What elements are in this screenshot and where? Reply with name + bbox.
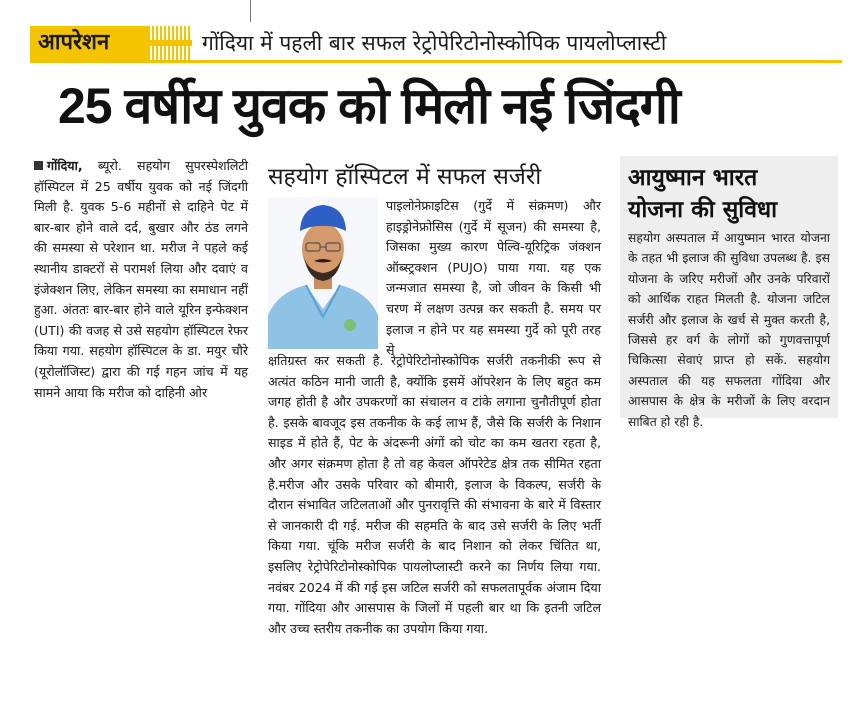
kicker-text: गोंदिया में पहली बार सफल रेट्रोपेरिटोनोस्कोपिक पायलोप्लास्टी (202, 31, 667, 55)
sidebar-heading-line2: योजना की सुविधा (628, 197, 778, 223)
left-column (34, 156, 248, 403)
left-column-body: ब्यूरो. सहयोग सुपरस्पेशलिटी हॉस्पिटल में 25 वर्षीय युवक को नई जिंदगी मिली है. युवक 5-6 महीनों से दाहिने पेट में बार-बार होने वाले दर्द, बुखार और ठंड लगने की समस्या से परेशान था. मरीज ने पहले कई स्थानीय डाक्टरों से परामर्श लिया और दवाएं व इंजेक्शन लिए, लेकिन समस्या का समाधान नहीं हुआ. अंततः बार-बार होने वाले यूरिन इन्फेक्शन (UTI) की वजह से उसे सहयोग हॉस्पिटल रेफर किया गया. सहयोग हॉस्पिटल के डा. मयुर चौरे (यूरोलॉजिस्ट) द्वारा की गई गहन जांच में यह सामने आया कि मरीज को दाहिनी ओर (34, 158, 248, 400)
sidebar-box (620, 156, 838, 429)
kicker-bar (30, 26, 842, 63)
kicker-tag: आपरेशन (30, 26, 148, 60)
kicker-stripes-decoration (148, 26, 192, 60)
sidebar-body: सहयोग अस्पताल में आयुष्मान भारत योजना के तहत भी इलाज की सुविधा उपलब्ध है. इस योजना के जरिए मरीजों और उनके परिवारों को आर्थिक राहत मिलती है. योजना जटिल सर्जरी और इलाज के खर्च से मुक्त करती है, जिससे हर वर्ग के लोगों को गुणवत्तापूर्ण चिकित्सा सेवाएं प्राप्त हो सकें. सहयोग अस्पताल की यह सफलता गोंदिया और आसपास के क्षेत्र के मरीजों के लिए वरदान साबित हो रही है. (628, 231, 830, 429)
middle-column-top: पाइलोनेफ्राइटिस (गुर्दे में संक्रमण) और हाइड्रोनेफ्रोसिस (गुर्दे में सूजन) की समस्या है, जिसका मुख्य कारण पेल्वि-यूरिट्रिक जंक्शन ऑब्स्ट्रक्शन (PUJO) पाया गया. यह एक जन्मजात समस्या है, जो जीवन के किसी भी चरण में लक्षण उत्पन्न कर सकती है. समय पर इलाज न होने पर यह समस्या गुर्दे को पूरी तरह से (386, 198, 601, 358)
bullet-square-icon (34, 161, 43, 170)
column-rule (250, 0, 251, 22)
headline: 25 वर्षीय युवक को मिली नई जिंदगी (58, 78, 680, 134)
middle-column-bottom: क्षतिग्रस्त कर सकती है. रेट्रोपेरिटोनोस्कोपिक सर्जरी तकनीकी रूप से अत्यंत कठिन मानी जाती है, क्योंकि इसमें ऑपरेशन के लिए बहुत कम जगह होती है और उपकरणों का संचालन व टांके लगाना चुनौतीपूर्ण होता है. इसके बावजूद इस तकनीक के कई लाभ हैं, जैसे कि सर्जरी के निशान साइड में होते हैं, पेट के अंदरूनी अंगों को चोट का कम खतरा रहता है, और अगर संक्रमण होता है तो वह केवल ऑपरेटेड क्षेत्र तक सीमित रहता है.मरीज और उसके परिवार को बीमारी, इलाज के विकल्प, सर्जरी के दौरान संभावित जटिलताओं और पुनरावृत्ति की संभावना के बारे में विस्तार से जानकारी दी गई. मरीज की सहमति के बाद उसे सर्जरी के लिए भर्ती किया गया. चूंकि मरीज सर्जरी के बाद निशान को लेकर चिंतित था, इसलिए रेट्रोपेरिटोनोस्कोपिक पायलोप्लास्टी करने का निर्णय लिया गया. नवंबर 2024 में की गई इस जटिल सर्जरी को सफलतापूर्वक अंजाम दिया गया. गोंदिया और आसपास के जिलों में पहली बार था कि इतनी जटिल और उच्च स्तरीय तकनीक का उपयोग किया गया. (268, 353, 601, 636)
doctor-portrait-icon (268, 197, 378, 349)
dateline: गोंदिया, (47, 158, 83, 173)
sidebar-heading-line1: आयुष्मान भारत (628, 165, 758, 191)
doctor-photo (268, 197, 378, 349)
subheading: सहयोग हॉस्पिटल में सफल सर्जरी (268, 164, 542, 190)
